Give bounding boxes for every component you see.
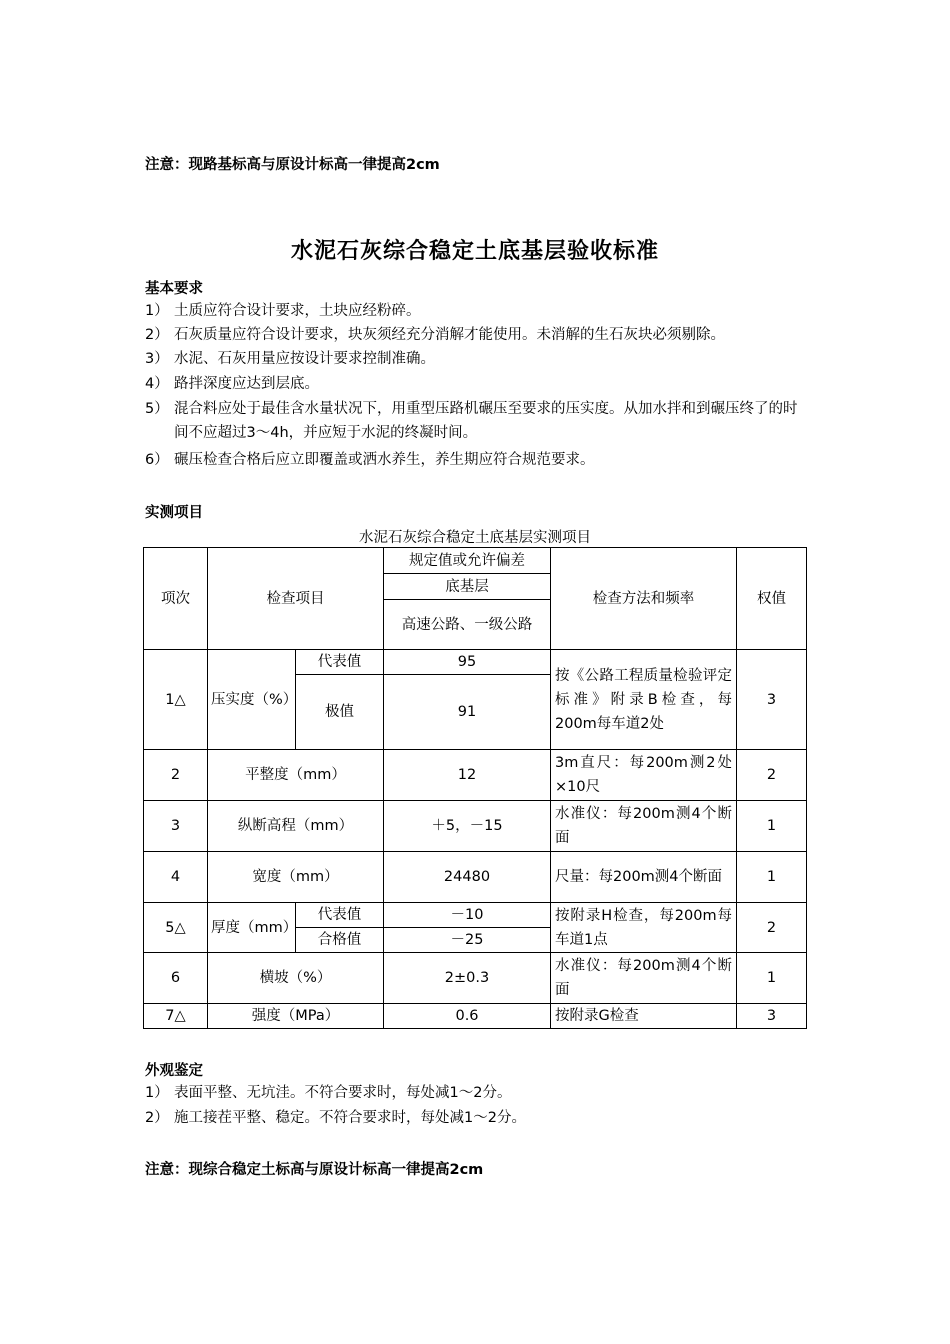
header-item: 检查项目 [208, 548, 384, 650]
row-subitem: 合格值 [296, 928, 384, 953]
row-value: 12 [384, 750, 551, 801]
table-row [144, 903, 807, 928]
list-item [145, 448, 815, 472]
row-weight: 2 [737, 750, 807, 801]
row-method: 按附录H检查，每200m每车道1点 [551, 903, 737, 953]
row-item: 宽度（mm） [208, 852, 384, 903]
table-row [144, 1004, 807, 1029]
list-item-number: 6） [145, 452, 169, 468]
row-method: 3m直尺：每200m测2处×10尺 [551, 750, 737, 801]
row-value: 95 [384, 650, 551, 675]
top-note: 注意：现路基标高与原设计标高一律提高2cm [145, 157, 440, 173]
row-subitem: 代表值 [296, 650, 384, 675]
list-item-number: 2） [145, 327, 169, 343]
row-value: －10 [384, 903, 551, 928]
header-spec-mid: 底基层 [384, 574, 551, 600]
table-row [144, 650, 807, 675]
row-subitem: 极值 [296, 675, 384, 750]
row-method: 尺量：每200m测4个断面 [551, 852, 737, 903]
list-item-text: 土质应符合设计要求，土块应经粉碎。 [174, 303, 421, 319]
row-method: 水准仪：每200m测4个断面 [551, 801, 737, 852]
row-no: 5△ [144, 903, 208, 953]
table-row [144, 852, 807, 903]
list-item-text: 石灰质量应符合设计要求，块灰须经充分消解才能使用。未消解的生石灰块必须剔除。 [174, 327, 725, 343]
row-no: 4 [144, 852, 208, 903]
header-spec-bottom: 高速公路、一级公路 [384, 600, 551, 650]
row-item: 强度（MPa） [208, 1004, 384, 1029]
row-method: 按《公路工程质量检验评定标准》附录B检查，每200m每车道2处 [551, 650, 737, 750]
row-value: －25 [384, 928, 551, 953]
row-value: 0.6 [384, 1004, 551, 1029]
list-item [145, 1081, 815, 1105]
table-row [144, 750, 807, 801]
row-value: 24480 [384, 852, 551, 903]
row-item: 纵断高程（mm） [208, 801, 384, 852]
row-no: 2 [144, 750, 208, 801]
list-item [145, 397, 809, 445]
list-item [145, 1106, 815, 1130]
list-item-number: 1） [145, 303, 169, 319]
header-spec-top: 规定值或允许偏差 [384, 548, 551, 574]
list-item-number: 5） [145, 401, 169, 417]
row-no: 7△ [144, 1004, 208, 1029]
list-item-text: 表面平整、无坑洼。不符合要求时，每处减1～2分。 [174, 1085, 512, 1101]
list-item-number: 2） [145, 1110, 169, 1126]
list-item-number: 3） [145, 351, 169, 367]
list-item-number: 4） [145, 376, 169, 392]
row-value: 91 [384, 675, 551, 750]
list-item-text: 施工接茬平整、稳定。不符合要求时，每处减1～2分。 [174, 1110, 526, 1126]
row-item: 横坡（%） [208, 953, 384, 1004]
list-item [145, 323, 825, 347]
row-no: 3 [144, 801, 208, 852]
row-weight: 1 [737, 852, 807, 903]
table-row [144, 953, 807, 1004]
basic-requirements-heading: 基本要求 [145, 281, 203, 297]
row-weight: 3 [737, 1004, 807, 1029]
list-item-text: 路拌深度应达到层底。 [174, 376, 319, 392]
row-weight: 1 [737, 801, 807, 852]
header-weight: 权值 [737, 548, 807, 650]
row-weight: 2 [737, 903, 807, 953]
measured-items-table [143, 547, 807, 1029]
row-item: 压实度（%） [208, 650, 296, 750]
row-weight: 1 [737, 953, 807, 1004]
row-subitem: 代表值 [296, 903, 384, 928]
list-item-text: 水泥、石灰用量应按设计要求控制准确。 [174, 351, 435, 367]
measured-items-heading: 实测项目 [145, 505, 203, 521]
bottom-note: 注意：现综合稳定土标高与原设计标高一律提高2cm [145, 1162, 484, 1178]
list-item-number: 1） [145, 1085, 169, 1101]
header-method: 检查方法和频率 [551, 548, 737, 650]
list-item-text: 碾压检查合格后应立即覆盖或洒水养生，养生期应符合规范要求。 [174, 452, 595, 468]
header-no: 项次 [144, 548, 208, 650]
row-item: 平整度（mm） [208, 750, 384, 801]
list-item [145, 372, 815, 396]
row-method: 水准仪：每200m测4个断面 [551, 953, 737, 1004]
page-title: 水泥石灰综合稳定土底基层验收标准 [290, 239, 659, 264]
table-row [144, 801, 807, 852]
list-item [145, 299, 815, 323]
appearance-heading: 外观鉴定 [145, 1063, 203, 1079]
list-item-text: 混合料应处于最佳含水量状况下，用重型压路机碾压至要求的压实度。从加水拌和到碾压终了的时间不应超过3～4h，并应短于水泥的终凝时间。 [174, 401, 798, 441]
table-caption: 水泥石灰综合稳定土底基层实测项目 [359, 530, 591, 546]
row-value: ＋5，－15 [384, 801, 551, 852]
row-value: 2±0.3 [384, 953, 551, 1004]
row-weight: 3 [737, 650, 807, 750]
row-item: 厚度（mm） [208, 903, 296, 953]
row-no: 1△ [144, 650, 208, 750]
list-item [145, 347, 815, 371]
row-method: 按附录G检查 [551, 1004, 737, 1029]
row-no: 6 [144, 953, 208, 1004]
